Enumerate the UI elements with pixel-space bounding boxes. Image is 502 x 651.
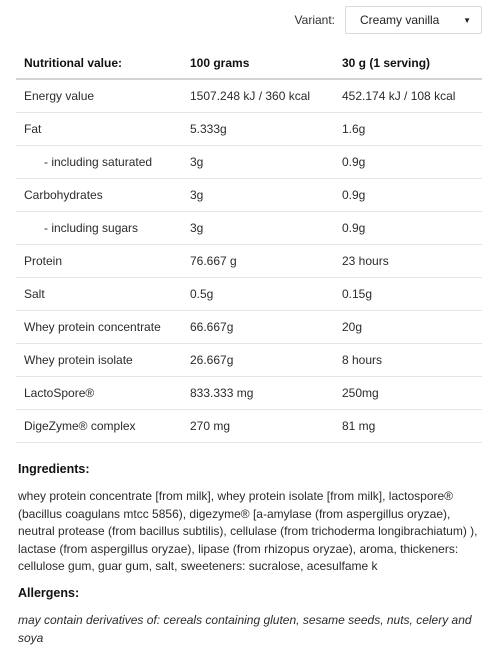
table-row — [16, 277, 482, 310]
value-per-100g: 3g — [182, 145, 334, 178]
header-per-100g: 100 grams — [182, 47, 334, 79]
nutrient-name: LactoSpore® — [16, 376, 182, 409]
table-row — [16, 376, 482, 409]
variant-selector-row — [0, 5, 482, 35]
value-per-serving: 1.6g — [334, 112, 482, 145]
value-per-serving: 8 hours — [334, 343, 482, 376]
nutrient-name: Energy value — [16, 79, 182, 112]
ingredients-title: Ingredients: — [18, 462, 90, 476]
ingredients-text: whey protein concentrate [from milk], whey protein isolate [from milk], lactospore® (bacillus coagulans mtcc 5856), digezyme® [a-amylase (from aspergillus oryzae), neutral protease (from bacillus subtilis), cellulase (from trichoderma longibrachiatum) ), lactase (from aspergillus oryzae), lipase (from rhizopus oryzae), aroma, thickeners: cellulose gum, guar gum, salt, sweeteners: sucralose, acesulfame k — [18, 489, 478, 573]
nutrient-name: Salt — [16, 277, 182, 310]
allergens-section — [18, 586, 488, 647]
value-per-100g: 833.333 mg — [182, 376, 334, 409]
header-per-serving: 30 g (1 serving) — [334, 47, 482, 79]
value-per-serving: 452.174 kJ / 108 kcal — [334, 79, 482, 112]
value-per-serving: 0.9g — [334, 211, 482, 244]
table-header-row — [16, 47, 482, 79]
value-per-100g: 26.667g — [182, 343, 334, 376]
table-row — [16, 409, 482, 442]
nutrient-name: Fat — [16, 112, 182, 145]
nutrient-name: Whey protein isolate — [16, 343, 182, 376]
value-per-serving: 20g — [334, 310, 482, 343]
variant-dropdown[interactable] — [345, 6, 482, 34]
allergens-title: Allergens: — [18, 586, 80, 600]
value-per-serving: 0.9g — [334, 178, 482, 211]
value-per-100g: 76.667 g — [182, 244, 334, 277]
table-row — [16, 343, 482, 376]
table-row — [16, 310, 482, 343]
value-per-serving: 81 mg — [334, 409, 482, 442]
nutrition-table-body — [16, 79, 482, 442]
nutrient-name: DigeZyme® complex — [16, 409, 182, 442]
nutrient-name: - including saturated — [16, 145, 182, 178]
value-per-serving: 23 hours — [334, 244, 482, 277]
value-per-serving: 0.15g — [334, 277, 482, 310]
header-nutritional-value: Nutritional value: — [16, 47, 182, 79]
table-row — [16, 145, 482, 178]
table-row — [16, 112, 482, 145]
value-per-100g: 5.333g — [182, 112, 334, 145]
value-per-100g: 66.667g — [182, 310, 334, 343]
allergens-text: may contain derivatives of: cereals containing gluten, sesame seeds, nuts, celery and soya — [18, 613, 472, 645]
table-row — [16, 178, 482, 211]
chevron-down-icon: ▼ — [463, 15, 471, 25]
value-per-100g: 270 mg — [182, 409, 334, 442]
nutrient-name: Protein — [16, 244, 182, 277]
variant-label: Variant: — [294, 13, 335, 27]
table-row — [16, 79, 482, 112]
nutrient-name: Whey protein concentrate — [16, 310, 182, 343]
value-per-100g: 0.5g — [182, 277, 334, 310]
value-per-100g: 1507.248 kJ / 360 kcal — [182, 79, 334, 112]
nutrient-name: - including sugars — [16, 211, 182, 244]
nutrition-table — [16, 47, 482, 443]
ingredients-section — [18, 462, 488, 576]
value-per-100g: 3g — [182, 211, 334, 244]
table-row — [16, 211, 482, 244]
table-row — [16, 244, 482, 277]
value-per-serving: 0.9g — [334, 145, 482, 178]
variant-selected-value: Creamy vanilla — [360, 13, 440, 27]
value-per-serving: 250mg — [334, 376, 482, 409]
value-per-100g: 3g — [182, 178, 334, 211]
nutrient-name: Carbohydrates — [16, 178, 182, 211]
